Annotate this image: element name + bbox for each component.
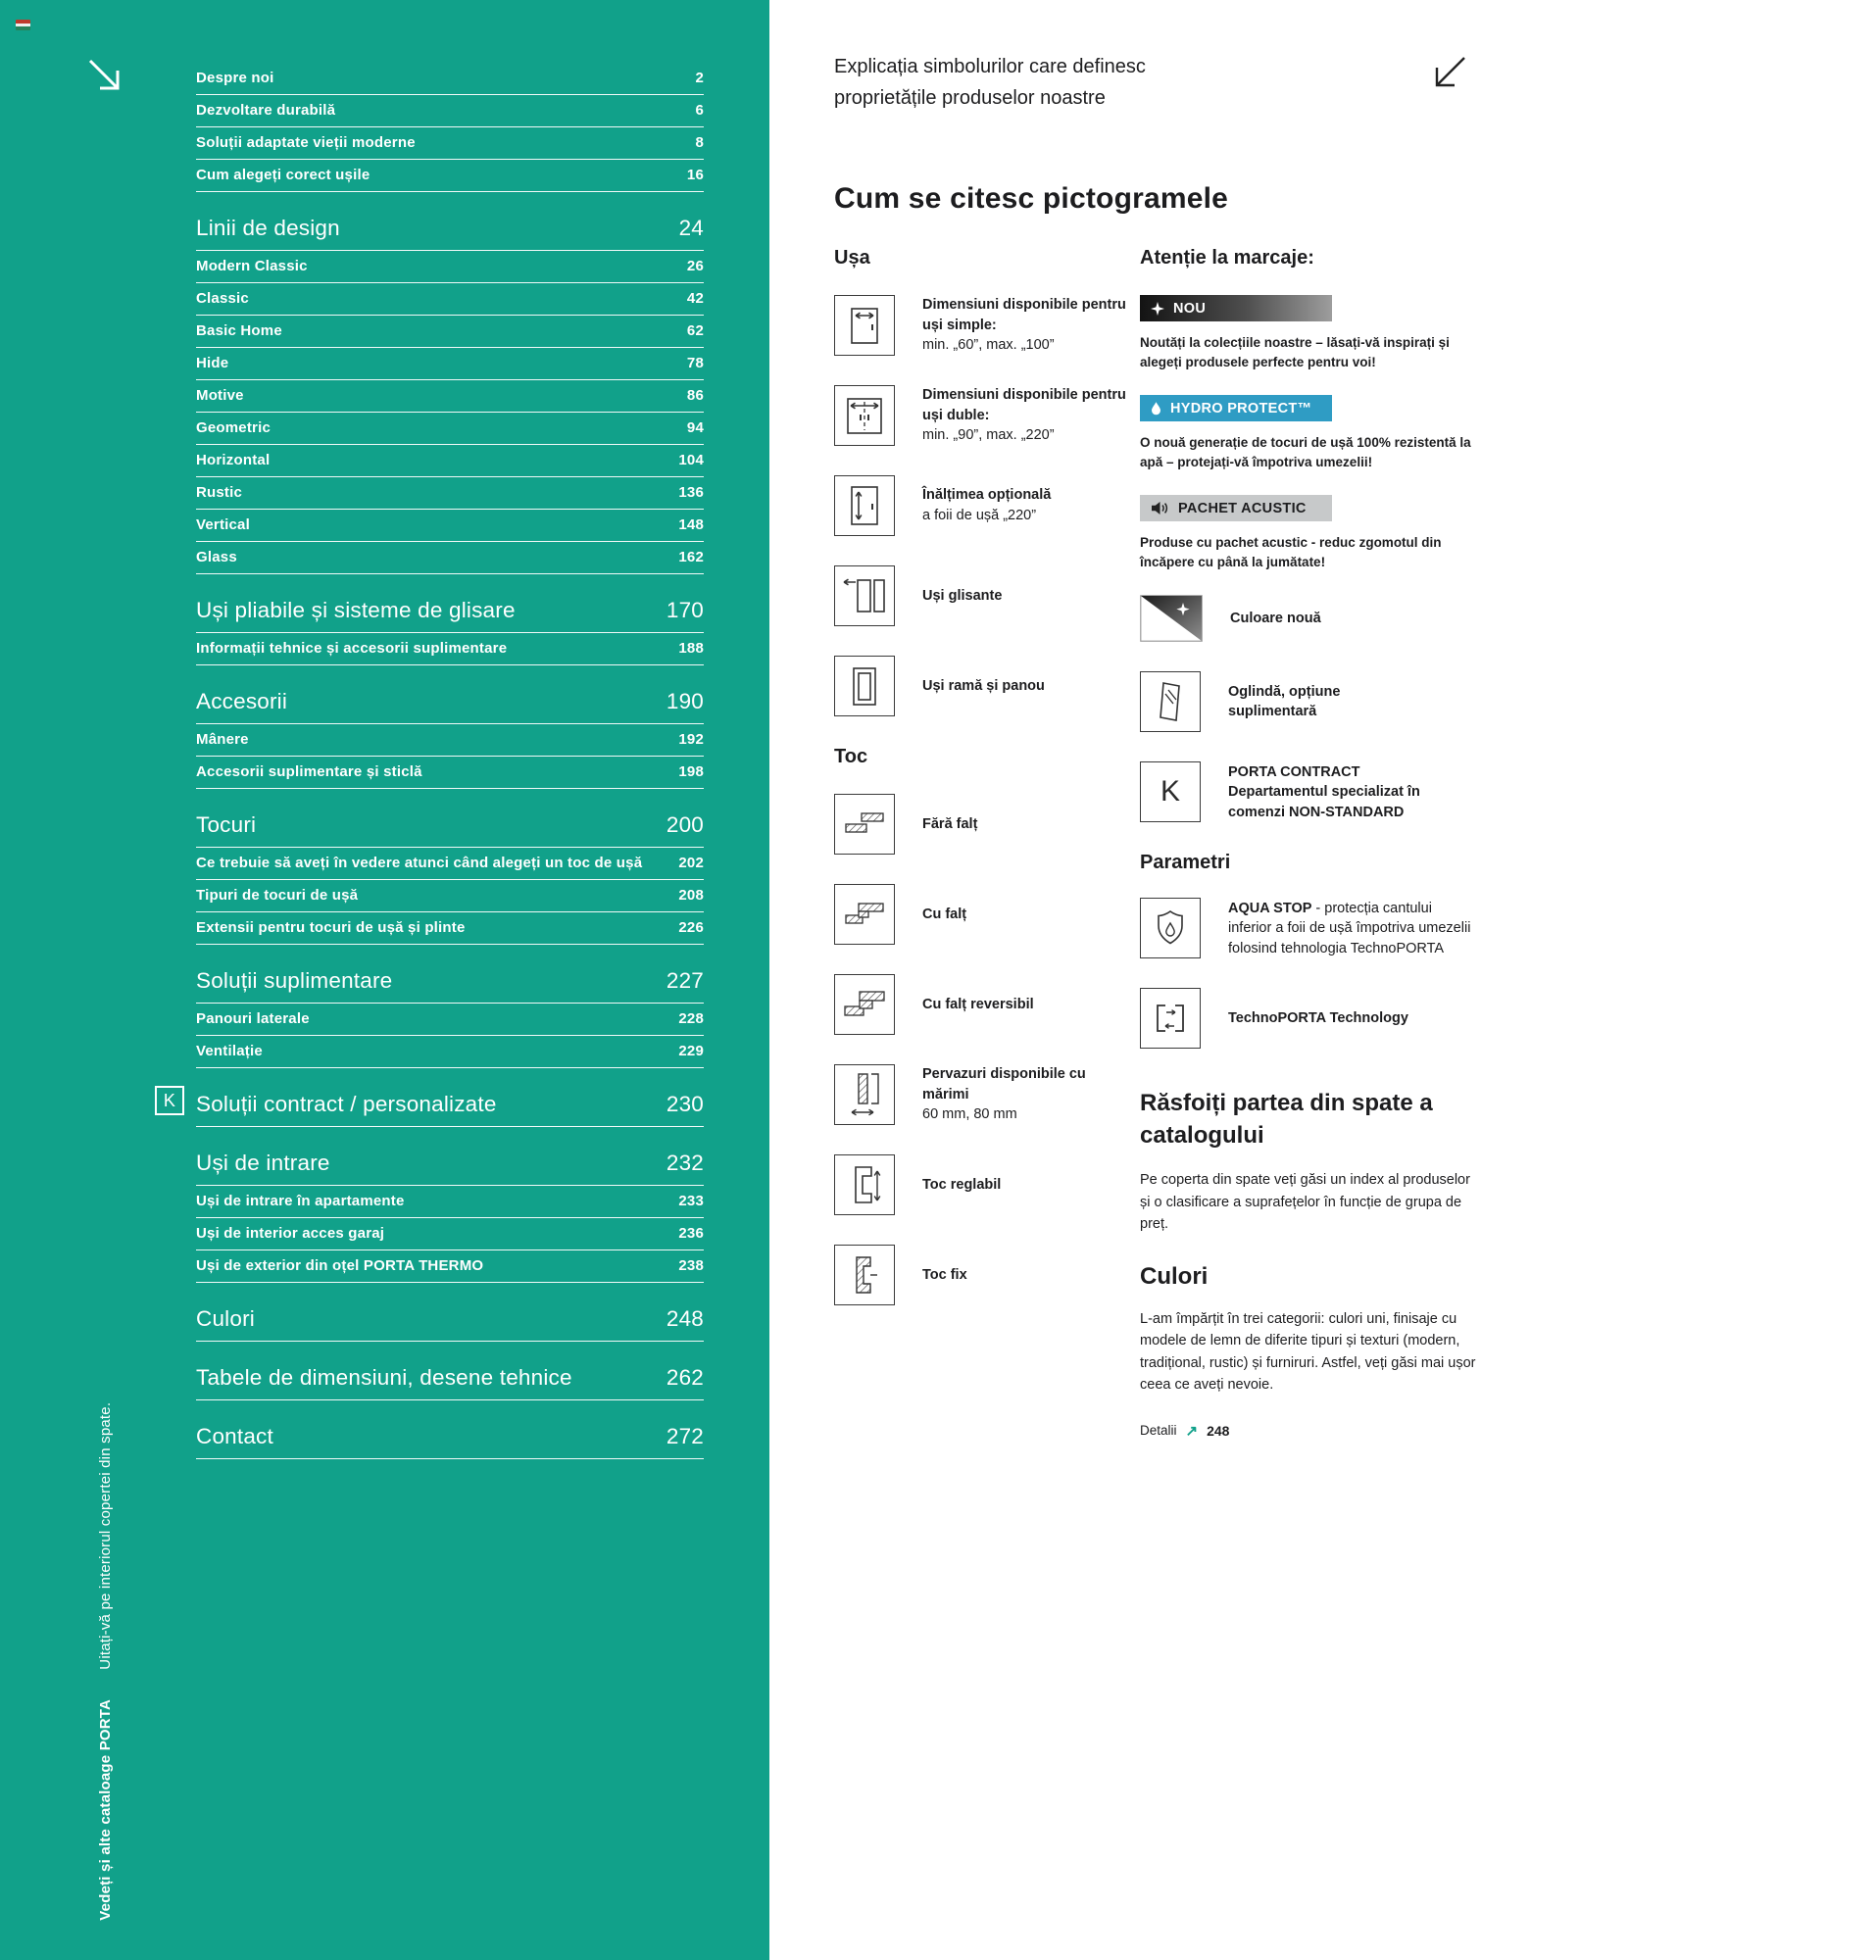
adjustable-frame-icon (834, 1154, 895, 1215)
toc-entry[interactable] (196, 633, 704, 665)
toc-label: Extensii pentru tocuri de ușă și plinte (196, 919, 466, 936)
toc-page-number: 2 (695, 70, 704, 86)
toc-section[interactable] (196, 801, 704, 848)
sliding-door-icon (834, 565, 895, 626)
toc-page-number: 24 (678, 216, 704, 240)
symbol-row (834, 1245, 1130, 1305)
toc-page-number: 248 (666, 1306, 704, 1331)
symbol-row (834, 475, 1130, 536)
symbol-text: Înălțimea opțională a foii de ușă „220” (922, 487, 1052, 523)
toc-entry[interactable] (196, 380, 704, 413)
toc-page-number: 78 (686, 355, 704, 371)
symbol-row (834, 884, 1130, 945)
porta-contract-icon: K (1140, 761, 1201, 822)
toc-entry[interactable] (196, 251, 704, 283)
toc-entry[interactable] (196, 477, 704, 510)
markings-heading: Atenție la marcaje: (1140, 247, 1314, 269)
door-section-heading: Ușa (834, 247, 870, 269)
toc-entry[interactable] (196, 1004, 704, 1036)
toc-label: Informații tehnice și accesorii suplimentare (196, 640, 508, 657)
toc-entry[interactable] (196, 1186, 704, 1218)
markings-column (1140, 247, 1485, 1440)
toc-label: Basic Home (196, 322, 282, 339)
symbol-row (834, 974, 1130, 1035)
toc-section[interactable] (196, 1353, 704, 1400)
flag-icon (16, 20, 30, 30)
toc-label: Soluții suplimentare (196, 968, 393, 993)
pachet-acustic-badge (1140, 495, 1332, 521)
toc-label: Vertical (196, 516, 250, 533)
symbol-text: Cu falț reversibil (922, 996, 1034, 1012)
toc-entry[interactable] (196, 445, 704, 477)
symbol-text: Culoare nouă (1230, 611, 1321, 627)
toc-page-number: 136 (678, 484, 704, 501)
toc-label: Tipuri de tocuri de ușă (196, 887, 359, 904)
toc-entry[interactable] (196, 316, 704, 348)
toc-page-number: 233 (678, 1193, 704, 1209)
toc-entry[interactable] (196, 880, 704, 912)
details-page-number: 248 (1207, 1422, 1230, 1439)
symbol-text: TechnoPORTA Technology (1228, 1010, 1408, 1027)
symbol-text: Uși ramă și panou (922, 677, 1045, 694)
no-rebate-icon (834, 794, 895, 855)
toc-page-number: 262 (666, 1365, 704, 1390)
details-label: Detalii (1140, 1423, 1177, 1439)
toc-entry[interactable] (196, 848, 704, 880)
hydro-protect-badge (1140, 395, 1332, 421)
toc-entry[interactable] (196, 1250, 704, 1283)
pictogram-column (834, 247, 1130, 1335)
arrow-up-right-icon: ↗ (1185, 1422, 1199, 1440)
toc-page-number: 227 (666, 968, 704, 993)
symbol-text: Uși glisante (922, 587, 1003, 604)
symbol-text: AQUA STOP - protecția cantului inferior a foii de ușă împotriva umezelii folosind tehnologia TechnoPORTA (1228, 900, 1471, 956)
toc-page-number: 8 (695, 134, 704, 151)
toc-label: Classic (196, 290, 249, 307)
toc-label: Rustic (196, 484, 243, 501)
mirror-icon (1140, 671, 1201, 732)
toc-page-number: 162 (678, 549, 704, 565)
toc-label: Dezvoltare durabilă (196, 102, 336, 119)
nou-group (1140, 295, 1485, 371)
toc-page-number: 190 (666, 689, 704, 713)
toc-entry[interactable] (196, 95, 704, 127)
symbol-text: Oglindă, opțiune suplimentară (1228, 683, 1341, 720)
toc-entry[interactable] (196, 160, 704, 192)
back-of-catalog-heading: Răsfoiți partea din spate a catalogului (1140, 1090, 1433, 1149)
corner-arrow-down-right-icon (82, 55, 127, 100)
toc-label: Uși de interior acces garaj (196, 1225, 385, 1242)
corner-arrow-down-left-icon (1428, 53, 1471, 96)
symbol-text: Dimensiuni disponibile pentru uși simple: min. „60”, max. „100” (922, 297, 1126, 354)
toc-label: Uși de exterior din oțel PORTA THERMO (196, 1257, 484, 1274)
toc-label: Modern Classic (196, 258, 308, 274)
toc-entry[interactable] (196, 283, 704, 316)
aqua-stop-icon (1140, 898, 1201, 958)
toc-entry[interactable] (196, 724, 704, 757)
toc-section-contract[interactable] (163, 1080, 704, 1127)
symbol-text: Fără falț (922, 815, 978, 832)
details-link[interactable] (1140, 1422, 1485, 1440)
toc-label: Motive (196, 387, 244, 404)
toc-page-number: 42 (686, 290, 704, 307)
parameters-heading: Parametri (1140, 852, 1231, 874)
side-note-bold: Vedeți și alte cataloage PORTA (97, 1699, 114, 1921)
toc-entry[interactable] (196, 912, 704, 945)
toc-section[interactable] (196, 677, 704, 724)
toc-page-number: 94 (686, 419, 704, 436)
toc-entry[interactable] (196, 542, 704, 574)
table-of-contents (163, 63, 704, 1459)
toc-page-number: 229 (678, 1043, 704, 1059)
double-door-width-icon (834, 385, 895, 446)
toc-label: Tocuri (196, 812, 257, 837)
fixed-frame-icon (834, 1245, 895, 1305)
toc-page-number: 202 (678, 855, 704, 871)
toc-label: Uși de intrare (196, 1151, 330, 1175)
toc-label: Accesorii suplimentare și sticlă (196, 763, 422, 780)
symbol-row (1140, 671, 1485, 732)
toc-page-number: 226 (678, 919, 704, 936)
toc-page-number: 188 (678, 640, 704, 657)
symbol-row (1140, 898, 1485, 958)
toc-page-number: 6 (695, 102, 704, 119)
toc-page-number: 272 (666, 1424, 704, 1448)
symbol-row (834, 385, 1130, 446)
technoporta-icon (1140, 988, 1201, 1049)
toc-page-number: 208 (678, 887, 704, 904)
speaker-icon (1151, 501, 1169, 515)
toc-section[interactable] (196, 1139, 704, 1186)
symbol-row (1140, 761, 1485, 822)
symbol-row (834, 1064, 1130, 1125)
toc-panel (0, 0, 769, 1960)
hydro-label: HYDRO PROTECT™ (1170, 400, 1312, 416)
toc-label: Contact (196, 1424, 273, 1448)
single-door-width-icon (834, 295, 895, 356)
intro-text: Explicația simbolurilor care definesc proprietățile produselor noastre (834, 56, 1146, 110)
colors-heading: Culori (1140, 1262, 1209, 1290)
symbol-text: Dimensiuni disponibile pentru uși duble: min. „90”, max. „220” (922, 387, 1126, 444)
toc-section[interactable] (196, 204, 704, 251)
toc-page-number: 192 (678, 731, 704, 748)
side-note-rest: Uitați-vă pe interiorul copertei din spate. (97, 1402, 114, 1671)
toc-label: Despre noi (196, 70, 274, 86)
toc-page-number: 16 (686, 167, 704, 183)
symbol-row (1140, 595, 1485, 642)
toc-label: Culori (196, 1306, 255, 1331)
k-contract-icon: K (155, 1086, 184, 1115)
symbol-row (834, 1154, 1130, 1215)
symbol-row (834, 295, 1130, 356)
water-drop-icon (1151, 401, 1161, 416)
side-note (97, 1402, 114, 1921)
toc-section[interactable] (196, 956, 704, 1004)
rebate-icon (834, 884, 895, 945)
toc-entry[interactable] (196, 1036, 704, 1068)
toc-label: Linii de design (196, 216, 340, 240)
page-title: Cum se citesc pictogramele (834, 182, 1229, 215)
toc-section[interactable] (196, 1412, 704, 1459)
new-color-icon (1140, 595, 1203, 642)
toc-entry[interactable] (196, 757, 704, 789)
toc-label: Accesorii (196, 689, 288, 713)
symbol-row (834, 656, 1130, 716)
toc-label: Hide (196, 355, 229, 371)
symbol-text: Pervazuri disponibile cu mărimi 60 mm, 80 mm (922, 1066, 1086, 1123)
sparkle-icon (1151, 302, 1164, 316)
symbol-row (834, 565, 1130, 626)
toc-page-number: 228 (678, 1010, 704, 1027)
toc-page-number: 104 (678, 452, 704, 468)
toc-label: Mânere (196, 731, 249, 748)
reversible-rebate-icon (834, 974, 895, 1035)
colors-body: L-am împărțit în trei categorii: culori uni, finisaje cu modele de lemn de diferite tipuri și texturi (modern, tradițional, rustic) și furniruri. Astfel, veți găsi mai ușor ceea ce aveți nevoie. (1140, 1310, 1476, 1394)
door-height-icon (834, 475, 895, 536)
toc-page-number: 62 (686, 322, 704, 339)
toc-section[interactable] (196, 586, 704, 633)
toc-section[interactable] (196, 1295, 704, 1342)
toc-label: Uși de intrare în apartamente (196, 1193, 405, 1209)
toc-entry[interactable] (196, 127, 704, 160)
toc-entry[interactable] (196, 1218, 704, 1250)
toc-page-number: 200 (666, 812, 704, 837)
symbol-row (1140, 988, 1485, 1049)
symbol-text: Toc reglabil (922, 1176, 1002, 1193)
acustic-label: PACHET ACUSTIC (1178, 500, 1307, 516)
toc-label: Tabele de dimensiuni, desene tehnice (196, 1365, 572, 1390)
toc-label: Glass (196, 549, 237, 565)
toc-entry[interactable] (196, 413, 704, 445)
symbols-panel (769, 0, 1876, 1960)
hydro-group (1140, 395, 1485, 471)
symbol-row (834, 794, 1130, 855)
toc-page-number: 238 (678, 1257, 704, 1274)
toc-label: Ventilație (196, 1043, 263, 1059)
symbol-text: PORTA CONTRACT Departamentul specializat în comenzi NON-STANDARD (1228, 763, 1420, 820)
toc-page-number: 170 (666, 598, 704, 622)
symbol-text: Toc fix (922, 1266, 967, 1283)
acustic-description: Produse cu pachet acustic - reduc zgomotul din încăpere cu până la jumătate! (1140, 535, 1442, 569)
hydro-description: O nouă generație de tocuri de ușă 100% rezistentă la apă – protejați-vă împotriva umezelii! (1140, 435, 1471, 469)
toc-page-number: 86 (686, 387, 704, 404)
toc-page-number: 148 (678, 516, 704, 533)
toc-label: Ce trebuie să aveți în vedere atunci când alegeți un toc de ușă (196, 855, 643, 871)
frame-panel-door-icon (834, 656, 895, 716)
toc-page-number: 26 (686, 258, 704, 274)
toc-page-number: 232 (666, 1151, 704, 1175)
frame-section-heading: Toc (834, 746, 868, 767)
architrave-sizes-icon (834, 1064, 895, 1125)
toc-entry[interactable] (196, 63, 704, 95)
nou-label: NOU (1173, 300, 1207, 317)
nou-badge (1140, 295, 1332, 321)
toc-label: Soluții contract / personalizate (196, 1092, 497, 1116)
toc-entry[interactable] (196, 348, 704, 380)
toc-entry[interactable] (196, 510, 704, 542)
back-of-catalog-body: Pe coperta din spate veți găsi un index al produselor și o clasificare a suprafețelor în funcție de grupa de preț. (1140, 1172, 1470, 1233)
toc-page-number: 236 (678, 1225, 704, 1242)
toc-label: Panouri laterale (196, 1010, 310, 1027)
toc-page-number: 198 (678, 763, 704, 780)
toc-page-number: 230 (666, 1092, 704, 1116)
toc-label: Geometric (196, 419, 271, 436)
toc-label: Soluții adaptate vieții moderne (196, 134, 416, 151)
toc-label: Uși pliabile și sisteme de glisare (196, 598, 516, 622)
nou-description: Noutăți la colecțiile noastre – lăsați-vă inspirați și alegeți produsele perfecte pentru voi! (1140, 335, 1450, 369)
toc-label: Cum alegeți corect ușile (196, 167, 370, 183)
symbol-text: Cu falț (922, 906, 967, 922)
toc-label: Horizontal (196, 452, 271, 468)
acustic-group (1140, 495, 1485, 571)
